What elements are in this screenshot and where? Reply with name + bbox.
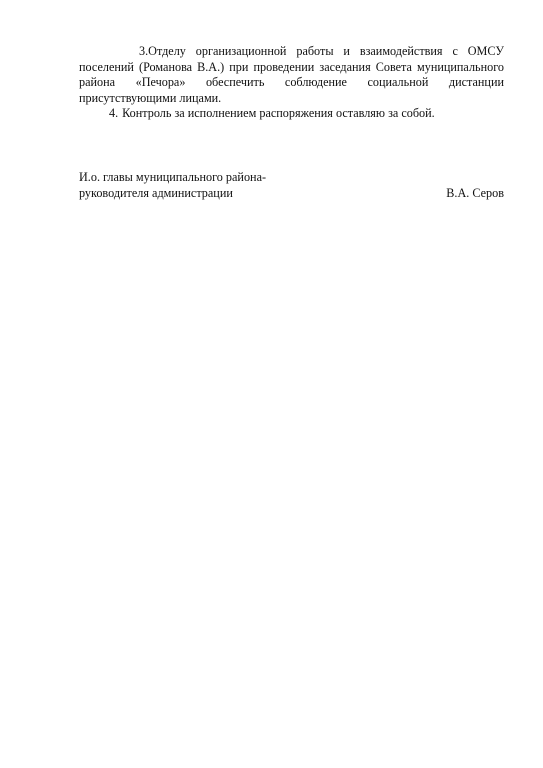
signer-position-line2: руководителя администрации xyxy=(79,185,233,200)
item-text: Контроль за исполнением распоряжения оставляю за собой. xyxy=(122,106,435,121)
signer-position-line1: И.о. главы муниципального района- xyxy=(79,170,267,184)
signer-name: В.А. Серов xyxy=(446,185,504,200)
document-body xyxy=(79,44,504,122)
signature-row xyxy=(79,186,504,202)
item-number: 3. xyxy=(139,44,149,58)
list-item-4 xyxy=(79,106,504,122)
signature-block xyxy=(79,170,504,201)
item-text: Отделу организационной работы и взаимодействия с ОМСУ поселений (Романова В.А.) при проведении заседания Совета муниципального района «Печора» обеспечить соблюдение социальной дистанции присутствующими лицами. xyxy=(79,44,504,105)
list-item-3 xyxy=(79,44,504,106)
item-number: 4. xyxy=(109,106,119,121)
